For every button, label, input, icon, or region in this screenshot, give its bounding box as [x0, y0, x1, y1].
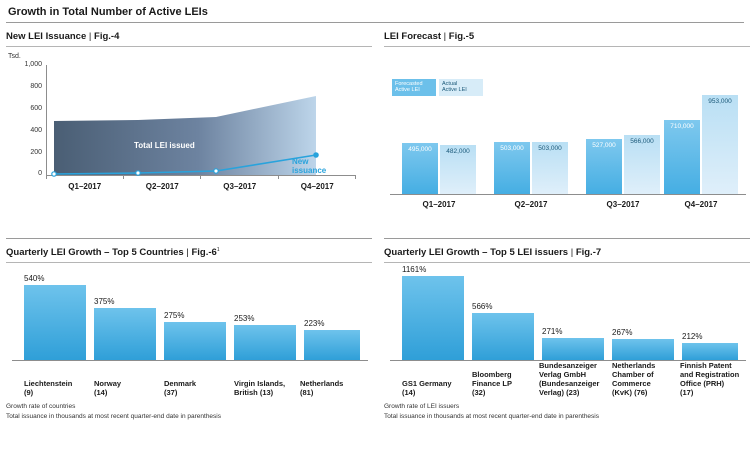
fig6-title-separator: | [186, 247, 189, 259]
fig7-title-main: Quarterly LEI Growth – Top 5 LEI issuers [384, 247, 569, 258]
fig4-line-annotation-line2: issuance [292, 166, 327, 176]
fig5-title-figure: Fig.-5 [448, 31, 475, 42]
fig6-bar-liechtenstein-value: 540% [24, 274, 45, 284]
page-title: Growth in Total Number of Active LEIs [8, 6, 208, 18]
fig5-bar-actual-q1 [440, 145, 476, 194]
fig4-line-annotation [292, 157, 326, 175]
fig5-group-q4 [664, 95, 738, 194]
fig6-footnote-2: Total issuance in thousands at most recent quarter-end date in parenthesis [6, 412, 221, 420]
fig4-title-rule [6, 46, 372, 47]
fig7-xlabel-netherlands-chamber [612, 361, 678, 397]
fig7-title [384, 239, 750, 260]
fig5-xlabel-q2: Q2–2017 [514, 200, 548, 209]
fig7-footnotes [384, 397, 750, 422]
fig7-footnote-1: Growth rate of LEI issuers [384, 403, 460, 410]
fig5-bar-forecast-q1-value: 495,000 [408, 146, 432, 153]
fig6-xlabel-denmark-line2: (37) [164, 388, 178, 398]
fig4-title-main: New LEI Issuance [6, 31, 87, 42]
fig5-bar-forecast-q1 [402, 143, 438, 194]
fig7-xlabel-bundesanzeiger [539, 361, 611, 397]
fig7-bar-gs1-germany [402, 265, 464, 360]
fig5-title-separator: | [443, 31, 447, 42]
fig7-xlabel-bloomberg-line3: (32) [472, 388, 486, 397]
fig5-legend-actual [439, 79, 483, 96]
fig4-xlabel-q2: Q2–2017 [145, 182, 179, 191]
fig7-xlabel-bundesanzeiger-line1: Bundesanzeiger [539, 361, 597, 370]
panel-new-lei-issuance [6, 23, 372, 238]
fig5-bar-forecast-q4-value: 710,000 [670, 123, 694, 130]
fig6-baseline [12, 360, 368, 361]
fig7-xlabel-netherlands-chamber-line1: Netherlands [612, 361, 656, 370]
fig5-xlabel-q3: Q3–2017 [606, 200, 640, 209]
fig7-xlabel-gs1-germany [402, 379, 472, 397]
fig5-legend-forecasted-line2: Active LEI [395, 87, 420, 94]
fig6-bar-denmark-value: 275% [164, 311, 185, 321]
fig4-x-tick-labels [46, 182, 356, 191]
fig5-legend-forecasted [392, 79, 436, 96]
fig6-footnotes [6, 397, 372, 422]
fig5-legend-actual-line2: Active LEI [442, 87, 467, 94]
fig5-bar-forecast-q3 [586, 139, 622, 194]
fig4-ytick-800: 800 [30, 83, 42, 90]
fig4-ytick-400: 400 [30, 127, 42, 134]
fig5-xlabel-q4: Q4–2017 [684, 200, 718, 209]
fig4-area-annotation: Total LEI issued [134, 141, 195, 150]
fig5-title [384, 23, 750, 44]
fig6-xlabel-netherlands-line1: Netherlands [300, 379, 344, 389]
fig7-bar-netherlands-chamber [612, 328, 674, 360]
fig4-ytick-1000: 1,000 [24, 61, 42, 68]
fig4-area-series [6, 51, 366, 201]
fig5-bar-actual-q1-value: 482,000 [446, 148, 470, 155]
fig6-xlabel-virgin-islands-line1: Virgin Islands, [234, 379, 286, 389]
fig5-legend-actual-line1: Actual [442, 81, 458, 87]
fig6-title-main: Quarterly LEI Growth – Top 5 Countries [6, 247, 184, 259]
fig7-xlabel-bloomberg-line1: Bloomberg [472, 370, 512, 379]
fig6-bar-denmark [164, 311, 226, 360]
fig4-plot [6, 51, 372, 201]
fig5-bar-actual-q3 [624, 135, 660, 194]
fig7-xlabel-finnish-patent-line4: (17) [680, 388, 694, 397]
fig7-xlabel-bundesanzeiger-line2: Verlag GmbH [539, 370, 587, 379]
fig6-xlabel-liechtenstein-line2: (9) [24, 388, 34, 398]
fig6-bar-netherlands-value: 223% [304, 319, 325, 329]
fig7-title-separator: | [570, 247, 574, 258]
fig7-xlabel-finnish-patent-line3: Office (PRH) [680, 379, 725, 388]
fig7-xlabel-finnish-patent-line2: and Registration [680, 370, 740, 379]
fig5-bar-actual-q4 [702, 95, 738, 194]
fig7-xlabel-netherlands-chamber-line3: Commerce [612, 379, 651, 388]
fig5-xlabel-q1: Q1–2017 [422, 200, 456, 209]
fig7-bar-finnish-patent [682, 332, 738, 360]
fig7-footnote-2: Total issuance in thousands at most recent quarter-end date in parenthesis [384, 412, 599, 420]
fig6-bar-norway-value: 375% [94, 297, 115, 307]
fig6-bar-norway [94, 297, 156, 360]
fig6-xlabel-liechtenstein [24, 379, 90, 397]
fig7-bar-netherlands-chamber-value: 267% [612, 328, 633, 337]
fig7-xlabel-netherlands-chamber-line2: Chamber of [612, 370, 654, 379]
panel-lei-forecast [384, 23, 750, 238]
fig6-bar-liechtenstein [24, 274, 86, 360]
fig6-title-footnote-marker: 1 [216, 247, 220, 253]
fig6-title-rule [6, 262, 372, 263]
fig5-legend-forecasted-line1: Forecasted [395, 81, 423, 87]
fig6-xlabel-norway-line2: (14) [94, 388, 108, 398]
fig6-xlabel-virgin-islands-line2: British (13) [234, 388, 274, 398]
fig7-bar-gs1-germany-value: 1161% [402, 265, 427, 274]
fig7-xlabel-gs1-germany-line2: (14) [402, 388, 416, 397]
fig4-title-figure: Fig.-4 [94, 31, 120, 42]
fig7-bar-bundesanzeiger-value: 271% [542, 327, 563, 336]
fig5-bar-forecast-q2 [494, 142, 530, 194]
fig7-xlabel-bloomberg-line2: Finance LP [472, 379, 513, 388]
fig5-bar-actual-q3-value: 566,000 [630, 138, 654, 145]
fig5-title-main: LEI Forecast [384, 31, 442, 42]
fig6-xlabel-virgin-islands [234, 379, 304, 397]
fig6-plot [6, 269, 372, 397]
fig6-xlabel-netherlands [300, 379, 366, 397]
fig6-xlabel-norway-line1: Norway [94, 379, 122, 389]
fig5-bar-actual-q2 [532, 142, 568, 194]
fig5-plot [384, 51, 750, 211]
fig4-xlabel-q1: Q1–2017 [68, 182, 102, 191]
fig4-ytick-200: 200 [30, 149, 42, 156]
fig5-bar-forecast-q3-value: 527,000 [592, 142, 616, 149]
fig7-xlabel-netherlands-chamber-line4: (KvK) (76) [612, 388, 648, 397]
fig7-xlabel-finnish-patent-line1: Finnish Patent [680, 361, 732, 370]
fig6-xlabel-liechtenstein-line1: Liechtenstein [24, 379, 73, 389]
fig4-ytick-600: 600 [30, 105, 42, 112]
fig6-xlabel-denmark-line1: Denmark [164, 379, 197, 389]
fig5-legend [392, 79, 483, 96]
fig5-bar-actual-q2-value: 503,000 [538, 145, 562, 152]
fig6-bar-netherlands [304, 319, 360, 360]
fig7-bar-finnish-patent-value: 212% [682, 332, 703, 341]
fig5-bar-actual-q4-value: 953,000 [708, 98, 732, 105]
fig5-title-rule [384, 46, 750, 47]
fig4-xlabel-q3: Q3–2017 [223, 182, 257, 191]
panel-top5-issuers [384, 238, 750, 458]
fig7-xlabel-bundesanzeiger-line4: Verlag) (23) [539, 388, 580, 397]
fig5-group-q1 [402, 143, 476, 194]
fig7-xlabel-finnish-patent [680, 361, 748, 397]
fig7-xlabel-bloomberg [472, 370, 538, 397]
fig4-title-separator: | [88, 31, 92, 42]
fig7-bar-bloomberg-value: 566% [472, 302, 493, 311]
fig7-title-rule [384, 262, 750, 263]
fig5-group-q2 [494, 142, 568, 194]
fig7-title-figure: Fig.-7 [575, 247, 602, 258]
fig7-plot [384, 265, 750, 397]
fig6-xlabel-netherlands-line2: (81) [300, 388, 314, 398]
fig6-xlabel-norway [94, 379, 160, 397]
fig6-bar-virgin-islands [234, 314, 296, 360]
fig5-bar-forecast-q4 [664, 120, 700, 194]
panel-top5-countries [6, 238, 372, 458]
fig7-bar-bloomberg [472, 302, 534, 360]
charts-grid [0, 23, 750, 458]
fig5-group-q3 [586, 135, 660, 194]
fig4-title [6, 23, 372, 44]
fig4-y-axis-label: Tsd. [8, 53, 21, 60]
fig6-title [6, 239, 372, 260]
fig4-line-annotation-line1: New [292, 157, 309, 166]
fig5-baseline [390, 194, 746, 195]
fig4-xlabel-q4: Q4–2017 [300, 182, 334, 191]
fig7-xlabel-bundesanzeiger-line3: (Bundesanzeiger [539, 379, 600, 388]
fig4-ytick-0: 0 [38, 170, 42, 177]
fig7-xlabel-gs1-germany-line1: GS1 Germany [402, 379, 452, 388]
fig6-bar-virgin-islands-value: 253% [234, 314, 255, 324]
fig6-footnote-1: Growth rate of countries [6, 403, 76, 411]
fig7-bar-bundesanzeiger [542, 327, 604, 360]
fig6-title-figure: Fig.-6 [191, 247, 217, 259]
fig5-bar-forecast-q2-value: 503,000 [500, 145, 524, 152]
fig6-xlabel-denmark [164, 379, 230, 397]
